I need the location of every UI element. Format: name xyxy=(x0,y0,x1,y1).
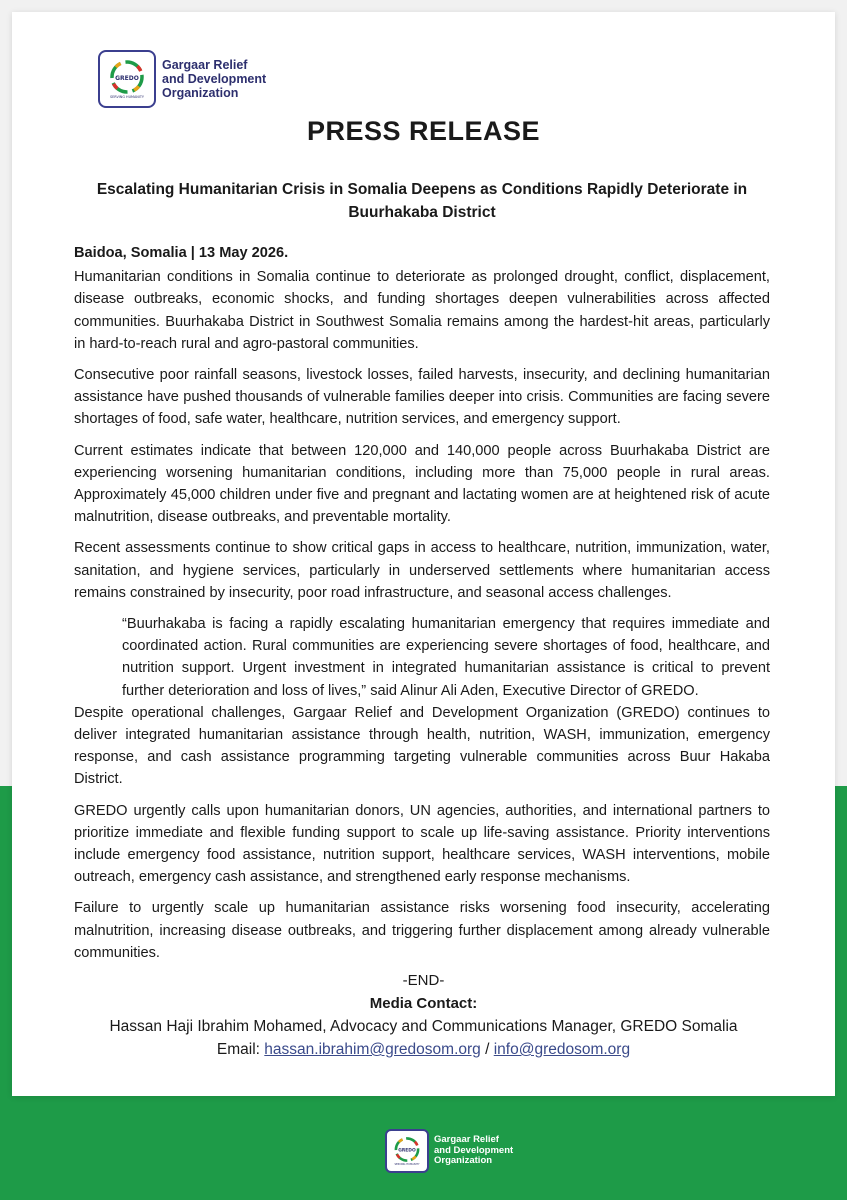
org-name-line-3: Organization xyxy=(162,86,239,100)
gredo-logo-emblem xyxy=(98,50,156,108)
page-title: PRESS RELEASE xyxy=(306,116,541,146)
contact-person: Hassan Haji Ibrahim Mohamed, Advocacy and Communications Manager, GREDO Somalia xyxy=(109,1018,738,1035)
body-paragraph: Despite operational challenges, Gargaar Relief and Development Organization (GREDO) continues to deliver integrated humanitarian assistance through health, nutrition, WASH, immunization, emergency response, and cash assistance programming targeting vulnerable communities across Buur Hakaba District. xyxy=(74,704,770,788)
closing-section xyxy=(12,969,835,1061)
body-paragraph: GREDO urgently calls upon humanitarian donors, UN agencies, authorities, and international partners to prioritize immediate and flexible funding support to scale up life-saving assistance. Priority interventions include emergency food assistance, nutrition support, healthcare services, WASH interventions, mobile outreach, emergency cash assistance, and strengthened early response mechanisms. xyxy=(74,802,770,886)
headline: Escalating Humanitarian Crisis in Somalia Deepens as Conditions Rapidly Deteriorate in Buurhakaba District xyxy=(96,181,748,221)
org-name-line-1: Gargaar Relief xyxy=(434,1134,499,1146)
body-paragraph: Humanitarian conditions in Somalia continue to deteriorate as prolonged drought, conflict, displacement, disease outbreaks, economic shocks, and funding shortages deepen vulnerabilities across affected communities. Buurhakaba District in Southwest Somalia remains among the hardest-hit areas, particularly in hard-to-reach rural and agro-pastoral communities. xyxy=(74,269,770,352)
body-paragraph: Failure to urgently scale up humanitarian assistance risks worsening food insecurity, accelerating malnutrition, increasing disease outbreaks, and triggering further displacement among already vulnerable communities. xyxy=(74,900,770,961)
body-paragraph: Current estimates indicate that between 120,000 and 140,000 people across Buurhakaba District are experiencing worsening humanitarian conditions, including more than 75,000 people in rural areas. Approximately 45,000 children under five and pregnant and lactating women are at heightened risk of acute malnutrition, disease outbreaks, and preventable mortality. xyxy=(74,442,770,526)
org-name-line-2: and Development xyxy=(434,1144,514,1156)
email-link-info[interactable]: info@gredosom.org xyxy=(493,1041,631,1058)
body-paragraph: Consecutive poor rainfall seasons, livestock losses, failed harvests, insecurity, and declining humanitarian assistance have pushed thousands of vulnerable families deeper into crisis. Communities are facing severe shortages of food, safe water, healthcare, nutrition services, and emergency support. xyxy=(74,367,770,428)
media-contact-label: Media Contact: xyxy=(369,995,478,1012)
org-logo-footer xyxy=(385,1129,513,1173)
org-name xyxy=(162,58,266,100)
logo-wordmark: GREDO xyxy=(115,75,139,82)
gredo-logo-emblem-footer xyxy=(385,1129,429,1173)
logo-tagline: SERVING HUMANITY xyxy=(110,95,144,99)
email-line xyxy=(12,1038,835,1061)
logo-tagline: SERVING HUMANITY xyxy=(394,1163,420,1167)
end-marker: -END- xyxy=(402,972,445,989)
gredo-emblem-icon xyxy=(104,56,150,102)
email-label: Email: xyxy=(216,1041,260,1058)
org-name-line-2: and Development xyxy=(162,72,267,86)
press-release-page xyxy=(12,12,835,1096)
body-paragraph: Recent assessments continue to show critical gaps in access to healthcare, nutrition, immunization, water, sanitation, and hygiene services, particularly in underserved settlements where humanitarian access remains constrained by insecurity, poor road infrastructure, and seasonal access challenges. xyxy=(74,540,770,601)
dateline: Baidoa, Somalia | 13 May 2026. xyxy=(74,245,289,261)
org-name-line-1: Gargaar Relief xyxy=(162,58,248,72)
executive-quote: “Buurhakaba is facing a rapidly escalating humanitarian emergency that requires immediate and coordinated action. Rural communities are experiencing severe shortages of food, healthcare, and nutrition support. Urgent investment in integrated humanitarian assistance is critical to prevent further deterioration and loss of lives,” said Alinur Ali Aden, Executive Director of GREDO. xyxy=(122,616,770,699)
email-separator: / xyxy=(485,1041,490,1058)
org-name-line-3: Organization xyxy=(434,1155,493,1167)
gredo-emblem-icon xyxy=(390,1134,424,1168)
press-release-body xyxy=(74,242,770,973)
email-link-primary[interactable]: hassan.ibrahim@gredosom.org xyxy=(264,1041,481,1058)
logo-wordmark: GREDO xyxy=(398,1148,416,1154)
org-name-footer xyxy=(434,1135,513,1167)
org-logo-header xyxy=(98,50,266,108)
